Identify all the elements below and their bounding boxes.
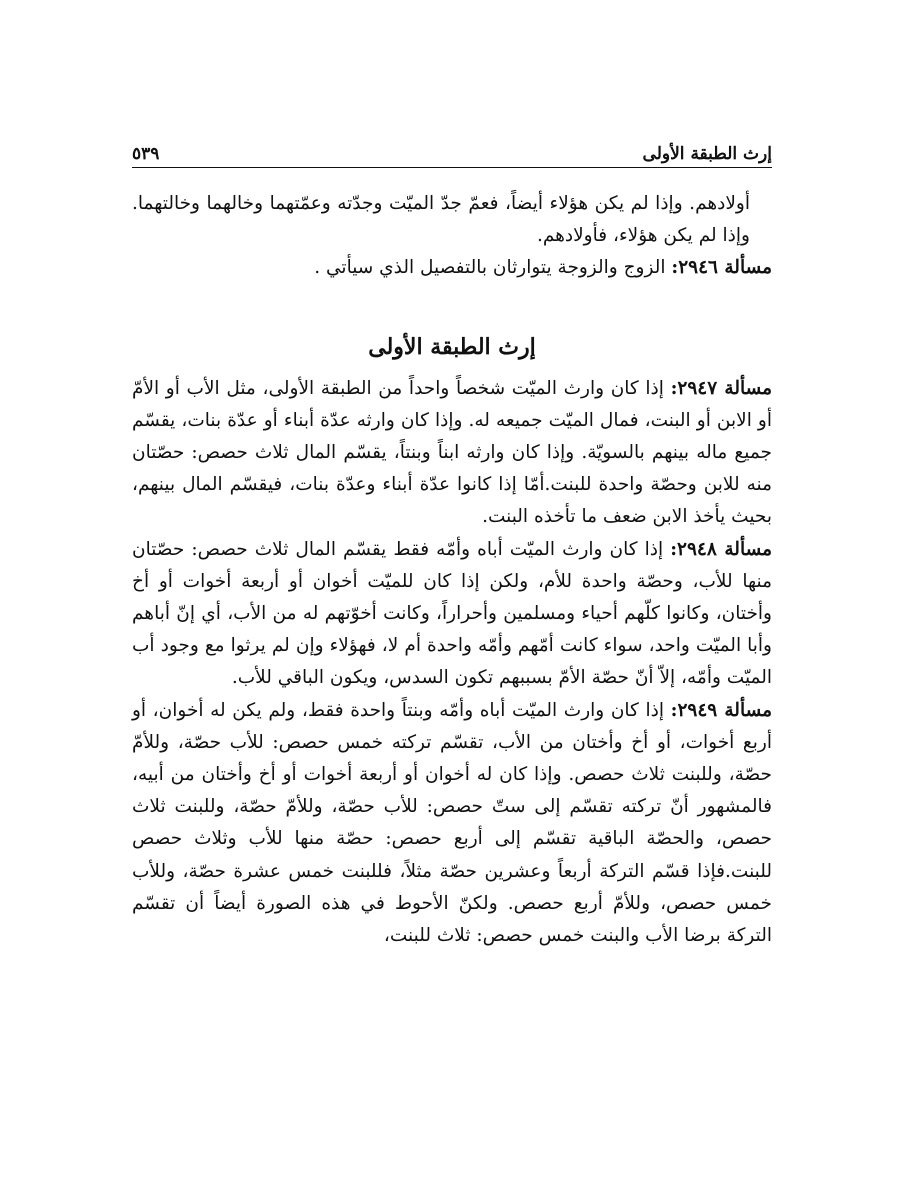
question-text: إذا كان وارث الميّت أباه وأمّه فقط يقسّم المال ثلاث حصص: حصّتان منها للأب، وحصّة واحدة للأم، ولكن إذا كان للميّت أخوان أو أربعة أخوات أو أخ وأختان، وكانوا كلّهم أحياء ومسلمين وأحراراً، وكانت أخوّتهم له من الأب، أي إنّ أباهم وأبا الميّت واحد، سواء كانت أمّهم وأمّه واحدة أم لا، فهؤلاء وإن لم يرثوا مع وجود أب الميّت وأمّه، إلاّ أنّ حصّة الأمّ بسببهم تكون السدس، ويكون الباقي للأب. <box>132 538 772 689</box>
question-text: إذا كان وارث الميّت شخصاً واحداً من الطبقة الأولى، مثل الأب أو الأمّ أو الابن أو البنت، فمال الميّت جميعه له. وإذا كان وارثه عدّة أبناء أو عدّة بنات، يقسّم جميع ماله بينهم بالسويّة. وإذا كان وارثه ابناً وبنتاً، يقسّم المال ثلاث حصص: حصّتان منه للابن وحصّة واحدة للبنت.أمّا إذا كانوا عدّة أبناء وعدّة بنات، فيقسّم المال بينهم، بحيث يأخذ الابن ضعف ما تأخذه البنت. <box>132 377 772 528</box>
page-header <box>132 136 772 164</box>
page-body <box>132 188 772 952</box>
continuation-paragraph <box>132 188 772 252</box>
question-label: مسألة ٢٩٤٧: <box>670 377 772 399</box>
paragraph-text: أولادهم. وإذا لم يكن هؤلاء أيضاً، فعمّ جدّ الميّت وجدّته وعمّتهما وخالهما وخالتهما. وإذا لم يكن هؤلاء، فأولادهم. <box>132 193 750 247</box>
question-text: الزوج والزوجة يتوارثان بالتفصيل الذي سيأتي . <box>314 257 672 279</box>
section-gap <box>132 285 772 327</box>
page-number: ٥٣٩ <box>132 144 160 164</box>
question-label: مسألة ٢٩٤٨: <box>670 538 772 560</box>
question-2949 <box>132 695 772 953</box>
question-2948 <box>132 534 772 695</box>
header-rule <box>132 167 772 168</box>
question-label: مسألة ٢٩٤٦: <box>671 257 772 279</box>
question-2947 <box>132 373 772 534</box>
question-label: مسألة ٢٩٤٩: <box>670 699 772 721</box>
section-title: إرث الطبقة الأولى <box>368 333 536 360</box>
question-2946 <box>132 252 772 284</box>
running-title: إرث الطبقة الأولى <box>642 144 772 164</box>
question-text: إذا كان وارث الميّت أباه وأمّه وبنتاً واحدة فقط، ولم يكن له أخوان، أو أربع أخوات، أو أخ وأختان من الأب، تقسّم تركته خمس حصص: للأب حصّة، وللأمّ حصّة، وللبنت ثلاث حصص. وإذا كان له أخوان أو أربعة أخوات أو أخ وأختان من أبيه، فالمشهور أنّ تركته تقسّم إلى ستّ حصص: للأب حصّة، وللأمّ حصّة، وللبنت ثلاث حصص، والحصّة الباقية تقسّم إلى أربع حصص: حصّة منها للأب وثلاث حصص للبنت.فإذا قسّم التركة أربعاً وعشرين حصّة مثلاً، فللبنت خمس عشرة حصّة، وللأب خمس حصص، وللأمّ أربع حصص. ولكنّ الأحوط في هذه الصورة أيضاً أن تقسّم التركة برضا الأب والبنت خمس حصص: ثلاث للبنت، <box>132 699 772 947</box>
